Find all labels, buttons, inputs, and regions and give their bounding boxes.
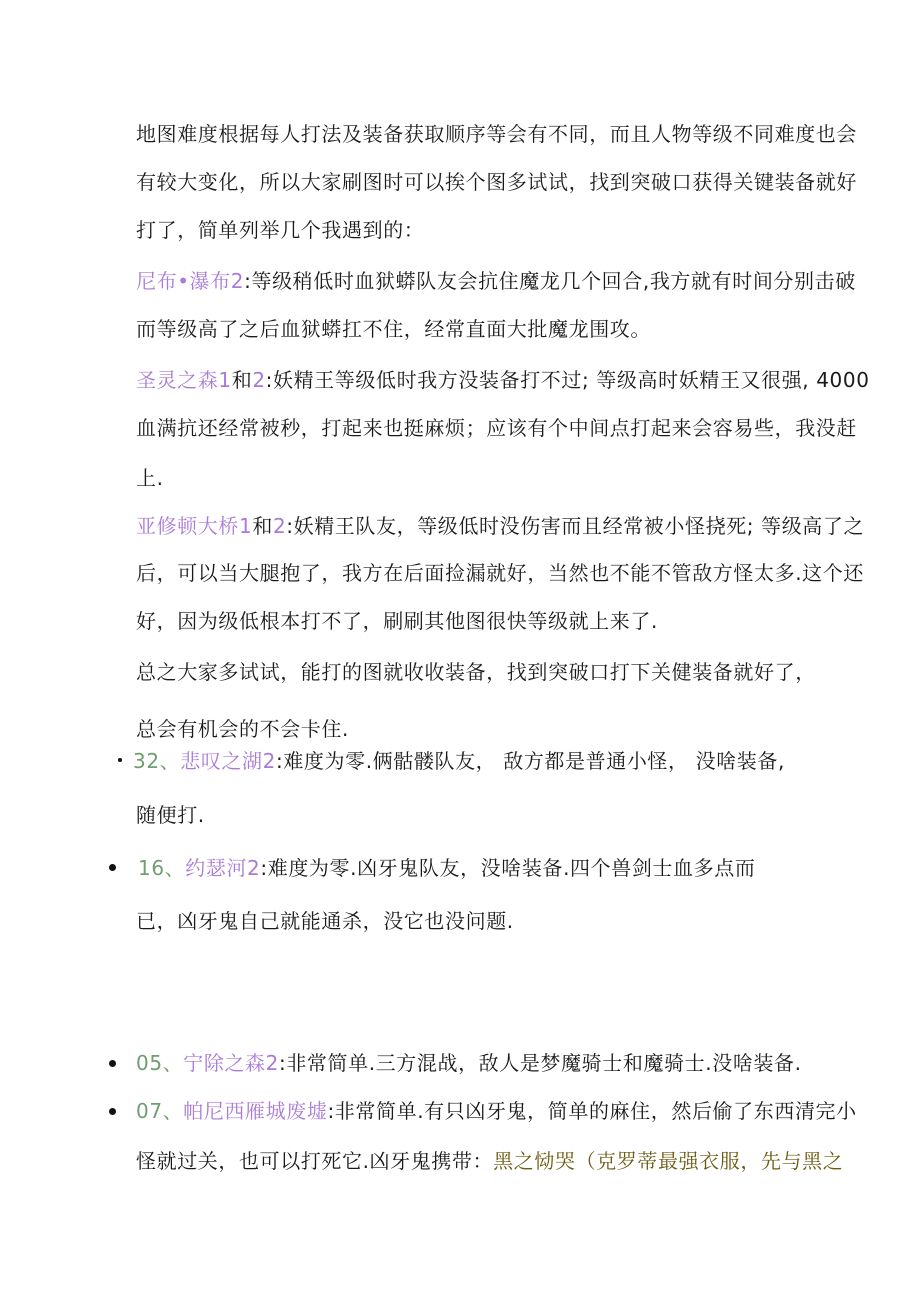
and-text: 和 [231,368,253,392]
map-name: 亚修顿大桥1 [136,514,253,538]
entry-text: :非常简单.有只凶牙鬼，简单的麻住，然后偷了东西清完小 [327,1099,857,1123]
entry-text: :非常简单.三方混战，敌人是梦魔骑士和魔骑士.没啥装备. [278,1051,802,1075]
intro-line: 有较大变化，所以大家刷图时可以挨个图多试试，找到突破口获得关键装备就好 [136,170,857,194]
list-item [136,1098,857,1124]
item-number: 16、 [138,856,186,880]
bullet-icon [118,758,122,762]
map-name: 圣灵之森1 [136,368,232,392]
bullet-icon [109,864,116,871]
summary-line: 总之大家多试试，能打的图就收收装备，找到突破口打下关健装备就好了， [136,660,816,684]
list-item-line [136,1148,843,1174]
list-item-line: 随便打. [136,803,205,827]
map-number: 2 [252,368,266,392]
entry-text: :等级稍低时血狱蟒队友会抗住魔龙几个回合,我方就有时间分别击破 [244,269,856,293]
list-item [133,748,785,774]
item-drop: 黑之恸哭（克罗蒂最强衣服，先与黑之 [493,1149,844,1173]
entry-niebu [136,268,856,294]
entry-line: 血满抗还经常被秒，打起来也挺麻烦；应该有个中间点打起来会容易些，我没赶 [136,416,857,440]
entry-shengling [136,367,870,393]
item-number: 32、 [133,749,181,773]
intro-line: 地图难度根据每人打法及装备获取顺序等会有不同，而且人物等级不同难度也会 [136,122,857,146]
entry-line: 好，因为级低根本打不了，刷刷其他图很快等级就上来了. [136,609,658,633]
and-text: 和 [252,514,273,538]
item-number: 05、 [136,1051,184,1075]
list-item [138,855,755,881]
map-name: 帕尼西雁城废墟 [183,1099,328,1123]
bullet-icon [109,1108,116,1115]
map-number: 2 [272,514,287,538]
entry-text: :妖精王等级低时我方没装备打不过; 等级高时妖精王又很强, 4000 [265,368,870,392]
entry-text: :难度为零.俩骷髅队友， 敌方都是普通小怪， 没啥装备, [275,749,785,773]
entry-text: :难度为零.凶牙鬼队友，没啥装备.四个兽剑士血多点而 [260,856,756,880]
map-name: 约瑟河2 [185,856,261,880]
entry-line: 后，可以当大腿抱了，我方在后面捡漏就好，当然也不能不管敌方怪太多.这个还 [136,561,864,585]
item-number: 07、 [136,1099,184,1123]
intro-line: 打了，简单列举几个我遇到的： [136,218,425,242]
entry-text: 怪就过关，也可以打死它.凶牙鬼携带： [136,1149,494,1173]
entry-text: :妖精王队友，等级低时没伤害而且经常被小怪挠死; 等级高了之 [286,514,865,538]
entry-line: 上. [136,466,164,490]
map-name: 宁除之森2 [183,1051,279,1075]
list-item [136,1050,802,1076]
entry-line: 而等级高了之后血狱蟒扛不住，经常直面大批魔龙围攻。 [136,317,651,341]
map-name: 尼布•瀑布2 [136,269,245,293]
summary-line: 总会有机会的不会卡住. [136,717,349,741]
list-item-line: 已，凶牙鬼自己就能通杀，没它也没问题. [136,909,514,933]
entry-yaxiudun [136,513,864,539]
bullet-icon [109,1060,116,1067]
map-name: 悲叹之湖2 [180,749,276,773]
